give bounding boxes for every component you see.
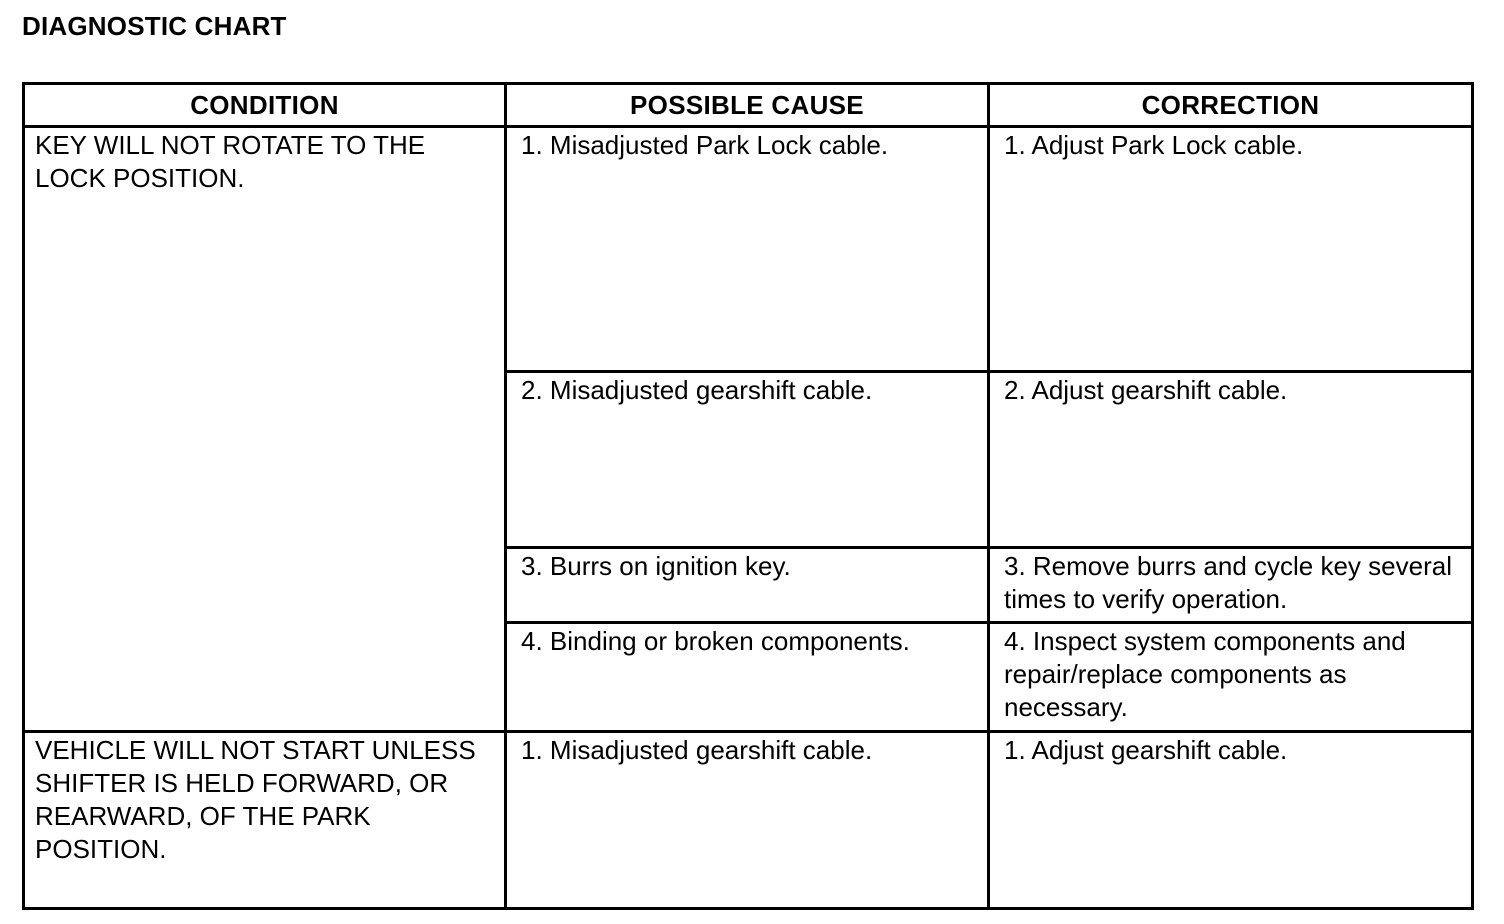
table-header-row [24, 84, 1473, 127]
page-title: DIAGNOSTIC CHART [22, 11, 287, 41]
header-condition: CONDITION [24, 84, 506, 127]
cause-cell: 2. Misadjusted gearshift cable. [506, 371, 989, 548]
table-row [24, 127, 1473, 372]
correction-cell: 1. Adjust Park Lock cable. [989, 127, 1473, 372]
cause-cell: 3. Burrs on ignition key. [506, 548, 989, 623]
header-correction: CORRECTION [989, 84, 1473, 127]
cause-cell: 4. Binding or broken components. [506, 623, 989, 732]
correction-cell: 1. Adjust gearshift cable. [989, 732, 1473, 909]
condition-cell: KEY WILL NOT ROTATE TO THE LOCK POSITION. [24, 127, 506, 732]
correction-cell: 2. Adjust gearshift cable. [989, 371, 1473, 548]
table-row [24, 732, 1473, 909]
header-possible-cause: POSSIBLE CAUSE [506, 84, 989, 127]
cause-cell: 1. Misadjusted Park Lock cable. [506, 127, 989, 372]
diagnostic-table [22, 82, 1474, 910]
condition-cell: VEHICLE WILL NOT START UNLESS SHIFTER IS HELD FORWARD, OR REARWARD, OF THE PARK POSITION. [24, 732, 506, 909]
correction-cell: 3. Remove burrs and cycle key several times to verify operation. [989, 548, 1473, 623]
correction-cell: 4. Inspect system components and repair/replace components as necessary. [989, 623, 1473, 732]
cause-cell: 1. Misadjusted gearshift cable. [506, 732, 989, 909]
